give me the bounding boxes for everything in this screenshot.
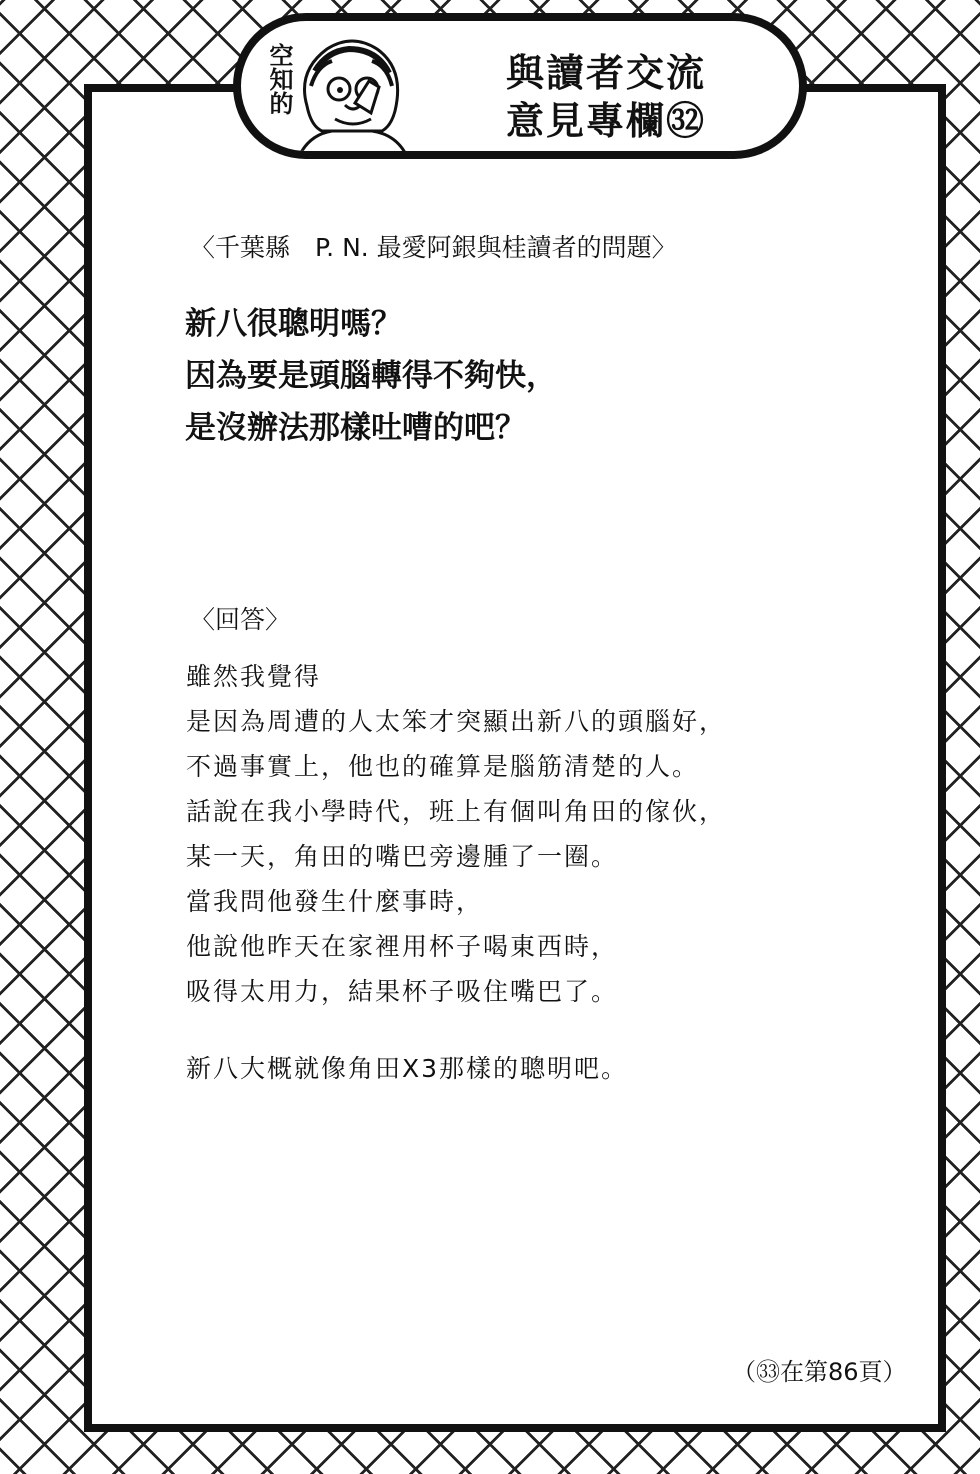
answer-label: 〈回答〉 [190, 605, 291, 634]
answer-spacer [186, 1014, 846, 1046]
header-badge [233, 13, 807, 159]
answer-line: 不過事實上，他也的確算是腦筋清楚的人。 [186, 752, 700, 781]
answer-line: 某一天，角田的嘴巴旁邊腫了一圈。 [186, 842, 619, 871]
question-line: 新八很聰明嗎？ [185, 306, 402, 342]
column-title-line2: 意見專欄㉜ [505, 99, 706, 143]
answer-line: 是因為周遭的人太笨才突顯出新八的頭腦好， [186, 707, 727, 736]
gorilla-author-avatar-icon [287, 31, 417, 159]
header-prefix: 空知的 [265, 43, 293, 115]
question-line: 是沒辦法那樣吐嘈的吧？ [185, 410, 526, 446]
answer-line: 他說他昨天在家裡用杯子喝東西時， [186, 932, 619, 961]
column-title-line1: 與讀者交流 [505, 51, 706, 95]
reader-question [185, 298, 825, 454]
answer-closing: 新八大概就像角田X3那樣的聰明吧。 [186, 1054, 629, 1083]
answer-line: 吸得太用力，結果杯子吸住嘴巴了。 [186, 977, 619, 1006]
page-reference: （㉝在第86頁） [732, 1358, 907, 1386]
answer-line: 雖然我覺得 [186, 662, 322, 691]
answer-line: 話說在我小學時代，班上有個叫角田的傢伙， [186, 797, 727, 826]
answer-body [186, 654, 846, 1091]
question-line: 因為要是頭腦轉得不夠快， [185, 358, 557, 394]
column-title [446, 49, 766, 145]
question-source: 〈千葉縣 P. N. 最愛阿銀與桂讀者的問題〉 [190, 233, 677, 262]
answer-line: 當我問他發生什麼事時， [186, 887, 484, 916]
